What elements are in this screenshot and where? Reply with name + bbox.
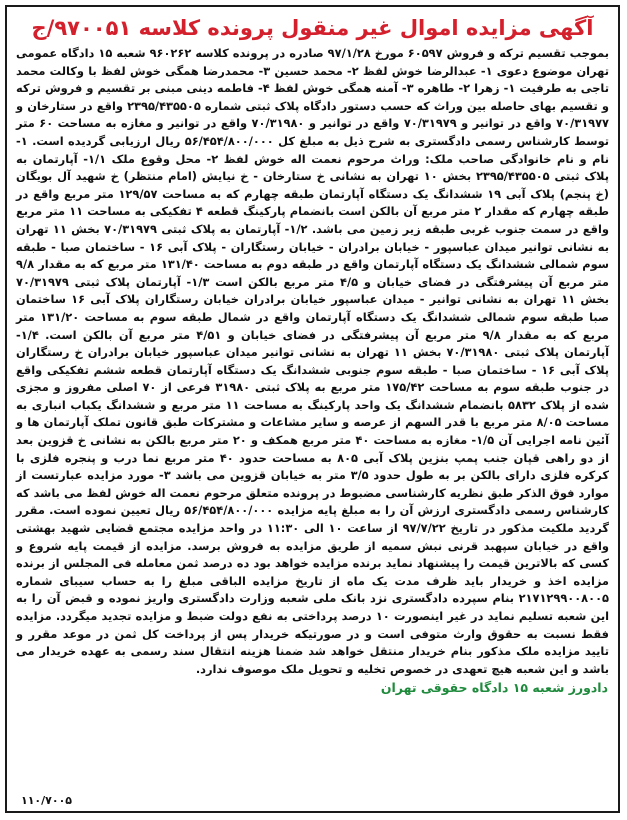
signature-line: دادورز شعبه ۱۵ دادگاه حقوقی تهران [380, 680, 608, 696]
notice-footer [17, 680, 608, 695]
notice-body: بموجب تقسیم ترکه و فروش ۶۰۵۹۷ مورخ ۹۷/۱/۲۸ صادره در پرونده کلاسه ۹۶۰۲۶۲ شعبه ۱۵ دادگاه عمومی تهران موضوع دعوی ۱- عبدالرضا خوش لفظ ۲- محمد حسین ۳- محمدرضا همگی خوش لفظ با وکالت محمد تاجی به طرفیت ۱- زهرا ۲- طاهره ۳- آمنه همگی خوش لفظ ۴- فاطمه دینی مبنی بر تقسیم و فروش ترکه و تقسیم بهای حاصله بین وراث که حسب دستور دادگاه پلاک ثبتی شماره ۲۳۹۵/۴۳۵۵۰۵ واقع در ستارخان و ۷۰/۳۱۹۷۷ واقع در توانیر و ۷۰/۳۱۹۷۹ واقع در توانیر و ۷۰/۳۱۹۸۰ واقع در توانیر و مغازه به مساحت ۶۰ متر توسط کارشناس رسمی دادگستری به شرح ذیل به مبلغ کل ۵۶/۴۵۴/۸۰۰/۰۰۰ ریال ارزیابی گردیده است. ۱- نام و نام خانوادگی صاحب ملک: وراث مرحوم نعمت اله خوش لفظ ۲- محل وقوع ملک ۱/۱- آپارتمان به پلاک ثبتی ۲۳۹۵/۴۳۵۵۰۵ بخش ۱۰ تهران به نشانی خ ستارخان - خ نیایش (امام منتظر) خ شهید آل بویگان (خ پنجم) پلاک آبی ۱۹ ششدانگ یک دستگاه آپارتمان طبقه چهارم که به مساحت ۱۲۹/۵۷ متر مربع واقع در طبقه چهارم که مقدار ۲ متر مربع آن بالکن است بانضمام پارکینگ قطعه ۴ تفکیکی به مساحت ۱۱ متر مربع واقع در سمت جنوب غربی طبقه زیر زمین می باشد. ۱/۲- آپارتمان به پلاک ثبتی ۷۰/۳۱۹۷۹ بخش ۱۱ تهران به نشانی توانیر میدان عباسپور - خیابان برادران - خیابان رستگاران - پلاک آبی ۱۶ - ساختمان صبا - طبقه سوم شمالی ششدانگ یک دستگاه آپارتمان واقع در طبقه دوم به مساحت ۱۳۱/۴۰ متر مربع که به مقدار ۹/۸ متر مربع آن پیشرفتگی در فضای خیابان و ۴/۵ متر مربع بالکن است ۱/۳- آپارتمان پلاک ثبتی ۷۰/۳۱۹۷۹ بخش ۱۱ تهران به نشانی توانیر - میدان عباسپور خیابان برادران خیابان رستگاران پلاک آبی ۱۶ ساختمان صبا طبقه سوم شمالی ششدانگ یک دستگاه آپارتمان واقع در شمال طبقه سوم به مساحت ۱۳۱/۲۰ متر مربع که به مقدار ۹/۸ متر مربع آن پیشرفتگی در فضای خیابان و ۴/۵۱ متر مربع آن بالکن است. ۱/۴- آپارتمان پلاک ثبتی ۷۰/۳۱۹۸۰ بخش ۱۱ تهران به نشانی توانیر میدان عباسپور خیابان برادران خ رستگاران پلاک آبی ۱۶ - ساختمان صبا - طبقه سوم جنوبی ششدانگ یک دستگاه آپارتمان قطعه ششم تفکیکی واقع در جنوب طبقه سوم به مساحت ۱۷۵/۴۲ متر مربع به پلاک ثبتی ۳۱۹۸۰ فرعی از ۷۰ اصلی مفروز و مجزی شده از پلاک ۵۸۳۲ بانضمام ششدانگ یک واحد پارکینگ به مساحت ۱۱ متر مربع و ششدانگ یکباب انباری به مساحت ۸/۰۵ متر مربع با قدر السهم از عرصه و سایر مشاعات و مشترکات طبق قانون تملک آپارتمان ها و آئین نامه اجرایی آن ۱/۵- مغازه به مساحت ۴۰ متر مربع همکف و ۲۰ متر مربع بالکن به نشانی خ قزوین بعد از دو راهی قپان جنب پمپ بنزین پلاک آبی ۸۰۵ به مساحت حدود ۴۰ متر مربع نما درب و پنجره فلزی با کرکره فلزی دارای بالکن بر به طول حدود ۳/۵ متر به خیابان قزوین می باشد ۳- مورد مزایده عبارتست از موارد فوق الذکر طبق نظریه کارشناسی مضبوط در پرونده متعلق مرحوم نعمت اله خوش لفظ می باشد که کارشناس رسمی دادگستری ارزش آن را به مبلغ پایه مزایده ۵۶/۴۵۴/۸۰۰/۰۰۰ ریال تعیین نموده است. مقرر گردید ملکیت مذکور در تاریخ ۹۷/۷/۲۲ از ساعت ۱۰ الی ۱۱:۳۰ در واحد مزایده مجتمع قضایی شهید بهشتی واقع در خیابان سپهبد قرنی نبش سمیه از طریق مزایده به فروش برسد. مزایده از قیمت پایه شروع و کسی که بالاترین قیمت را پیشنهاد نماید برنده مزایده خواهد بود ده درصد ثمن معامله فی المجلس از برنده مزایده اخذ و خریدار باید ظرف مدت یک ماه از تاریخ مزایده الباقی مبلغ را به حساب سیبای شماره ۲۱۷۱۲۹۹۰۰۸۰۰۵ بنام سپرده دادگستری نزد بانک ملی شعبه وزارت دادگستری واریز نموده و قبض آن را به این شعبه تسلیم نماید در غیر اینصورت ۱۰ درصد پرداختی به نفع دولت ضبط و مزایده تجدید میگردد. مزایده فقط نسبت به حقوق وارث متوفی است و در صورتیکه خریدار پس از پرداخت کل ثمن در موعد مقرر و تایید مزایده ملک مذکور بنام خریدار منتقل خواهد شد ضمنا هزینه انتقال سند رسمی به عهده خریدار می باشد و این شعبه هیچ تعهدی در خصوص تخلیه و تحویل ملک موصوف ندارد. [16, 46, 610, 676]
notice-code: ۱۱۰/۷۰۰۵ [21, 794, 73, 807]
notice-title: آگهی مزایده اموال غیر منقول پرونده کلاسه ۹۷۰۰۵۱/ج [31, 16, 594, 40]
notice-frame [5, 5, 620, 813]
